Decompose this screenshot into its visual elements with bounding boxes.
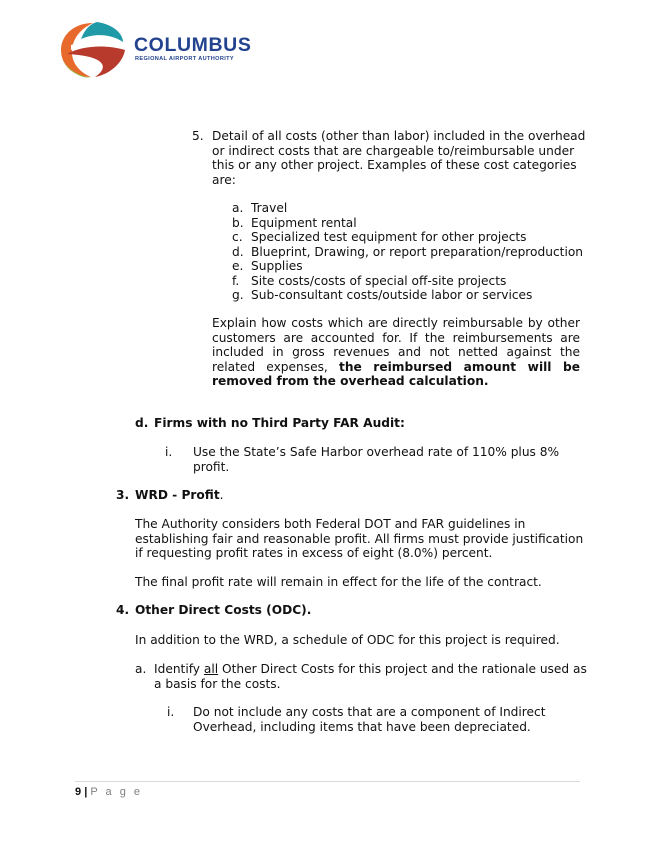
section-4-i-label: i. bbox=[167, 705, 175, 719]
section-3-heading-text: WRD - Profit bbox=[135, 488, 220, 502]
category-letter: b. bbox=[232, 215, 244, 230]
item-5-line-4: are: bbox=[212, 172, 236, 187]
item-5-line-2: or indirect costs that are chargeable to/reimbursable under bbox=[212, 143, 575, 158]
section-4-a-label: a. bbox=[135, 662, 147, 676]
item-5-line-1: Detail of all costs (other than labor) included in the overhead bbox=[212, 129, 586, 143]
section-4-i-line-1: Do not include any costs that are a component of Indirect bbox=[193, 705, 546, 719]
page-label: P a g e bbox=[90, 786, 143, 798]
logo-wordmark: COLUMBUS bbox=[134, 34, 252, 56]
logo-tagline: REGIONAL AIRPORT AUTHORITY bbox=[135, 56, 235, 62]
footer-divider bbox=[75, 781, 580, 782]
section-4-i-line-2: Overhead, including items that have been depreciated. bbox=[193, 719, 531, 734]
section-d-heading: Firms with no Third Party FAR Audit: bbox=[154, 416, 405, 430]
section-3-number: 3. bbox=[116, 488, 130, 502]
category-letter: g. bbox=[232, 288, 244, 302]
category-text: Specialized test equipment for other projects bbox=[251, 230, 527, 244]
item-5-number: 5. bbox=[192, 129, 204, 143]
category-text: Travel bbox=[251, 201, 288, 215]
section-4-a-line-2: a basis for the costs. bbox=[154, 676, 281, 691]
section-4-a-underline: all bbox=[203, 662, 219, 676]
category-letter: c. bbox=[232, 230, 243, 244]
section-d-item-number: i. bbox=[165, 445, 173, 459]
section-3-para-2: The final profit rate will remain in effect for the life of the contract. bbox=[135, 575, 542, 589]
explain-bold-text: the reimbursed amount will be removed from the overhead calculation. bbox=[212, 359, 581, 389]
section-3-para-1-line-2: establishing fair and reasonable profit. All firms must provide justification bbox=[135, 531, 584, 546]
authority-logo bbox=[57, 20, 257, 80]
item-5-line-3: this or any other project. Examples of these cost categories bbox=[212, 158, 577, 172]
logo-swirl-icon bbox=[57, 20, 131, 80]
section-3-heading bbox=[135, 488, 224, 503]
section-3-para-1-line-3: if requesting profit rates in excess of eight (8.0%) percent. bbox=[135, 546, 493, 560]
category-letter: a. bbox=[232, 201, 244, 215]
category-letter: d. bbox=[232, 244, 244, 259]
section-4-a-pre: Identify bbox=[154, 662, 204, 676]
category-text: Supplies bbox=[251, 259, 303, 273]
category-text: Equipment rental bbox=[251, 215, 357, 230]
page-number: 9 bbox=[75, 786, 82, 798]
category-text: Sub-consultant costs/outside labor or services bbox=[251, 288, 533, 302]
explain-text: Explain how costs which are directly reimbursable by other customers are accounted for. If the reimbursements are included in gross revenues and not netted against the related expenses, bbox=[212, 316, 580, 374]
category-text: Blueprint, Drawing, or report preparation/reproduction bbox=[251, 244, 584, 259]
section-4-heading: Other Direct Costs (ODC). bbox=[135, 603, 312, 617]
category-letter: f. bbox=[232, 273, 240, 288]
section-d-item-line-2: profit. bbox=[193, 459, 230, 474]
section-3-para-1-line-1: The Authority considers both Federal DOT and FAR guidelines in bbox=[135, 517, 526, 531]
explain-paragraph bbox=[212, 316, 580, 389]
section-4-a-line-1 bbox=[154, 662, 587, 677]
section-d-label: d. bbox=[135, 416, 149, 430]
footer-separator: | bbox=[84, 786, 88, 798]
section-3-heading-suffix: . bbox=[219, 488, 224, 502]
page-footer bbox=[75, 786, 143, 798]
section-4-a-post: Other Direct Costs for this project and the rationale used as bbox=[218, 662, 587, 676]
section-4-number: 4. bbox=[116, 603, 130, 617]
section-d-item-line-1: Use the State’s Safe Harbor overhead rate of 110% plus 8% bbox=[193, 445, 560, 459]
category-text: Site costs/costs of special off-site projects bbox=[251, 273, 507, 288]
section-4-intro: In addition to the WRD, a schedule of ODC for this project is required. bbox=[135, 633, 560, 647]
category-letter: e. bbox=[232, 259, 244, 273]
